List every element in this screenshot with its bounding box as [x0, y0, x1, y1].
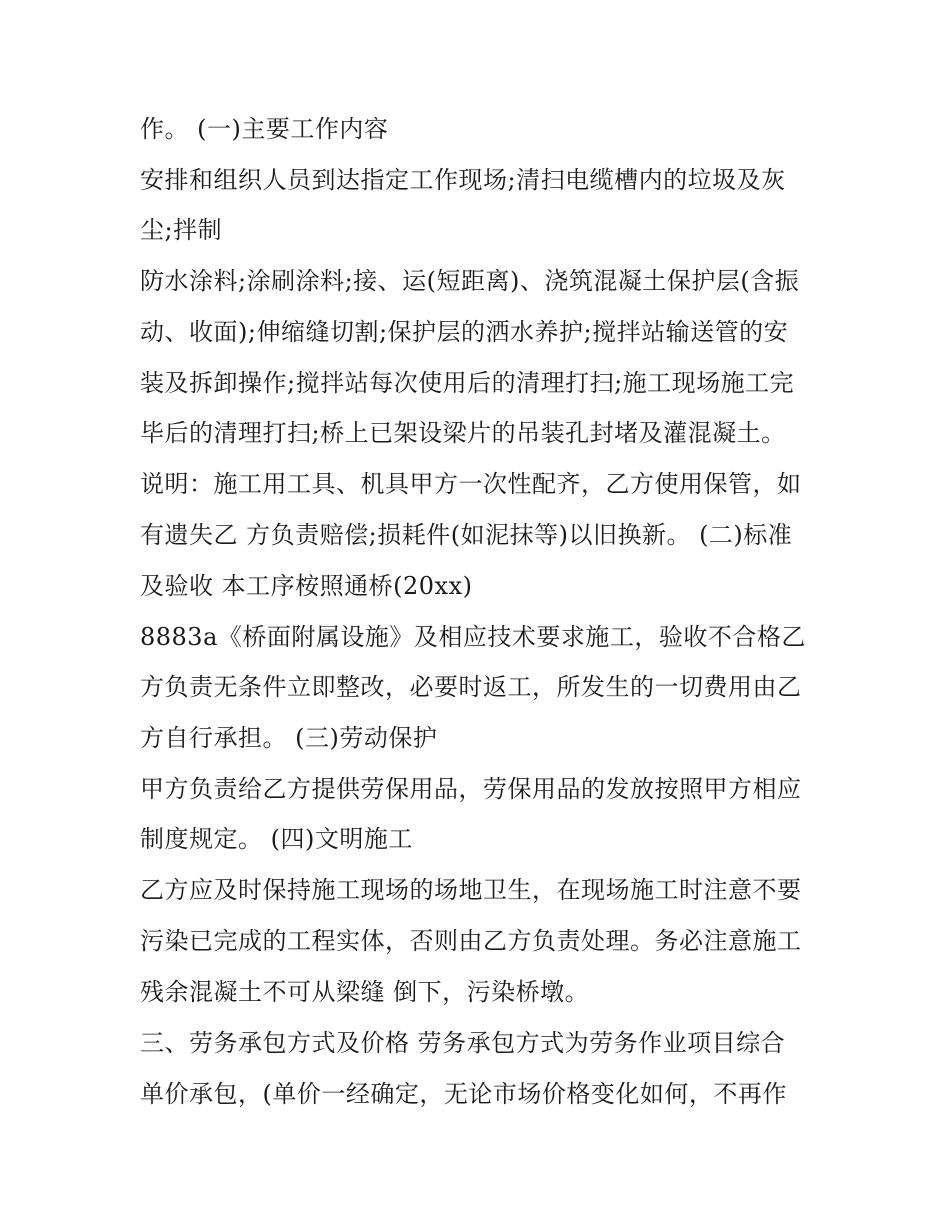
text-line: 单价承包，(单价一经确定，无论市场价格变化如何，不再作	[140, 1080, 787, 1108]
text-line: 尘;拌制	[140, 216, 223, 244]
text-line: 制度规定。 (四)文明施工	[140, 825, 413, 853]
text-line: 毕后的清理打扫;桥上已架设梁片的吊装孔封堵及灌混凝土。	[140, 419, 786, 447]
text-line: 防水涂料;涂刷涂料;接、运(短距离)、浇筑混凝土保护层(含振	[140, 267, 800, 295]
text-line: 方自行承担。 (三)劳动保护	[140, 724, 438, 752]
text-line: 说明：施工用工具、机具甲方一次性配齐，乙方使用保管，如	[140, 470, 802, 498]
text-line: 8883a《桥面附属设施》及相应技术要求施工，验收不合格乙	[140, 623, 806, 651]
text-line: 装及拆卸操作;搅拌站每次使用后的清理打扫;施工现场施工完	[140, 369, 795, 397]
text-line: 动、收面);伸缩缝切割;保护层的洒水养护;搅拌站输送管的安	[140, 318, 789, 346]
text-line: 三、劳务承包方式及价格 劳务承包方式为劳务作业项目综合	[140, 1029, 786, 1057]
text-line: 作。 (一)主要工作内容	[140, 115, 389, 143]
text-line: 方负责无条件立即整改，必要时返工，所发生的一切费用由乙	[140, 673, 802, 701]
text-line: 甲方负责给乙方提供劳保用品，劳保用品的发放按照甲方相应	[140, 775, 802, 803]
text-line: 残余混凝土不可从梁缝 倒下，污染桥墩。	[140, 978, 590, 1006]
text-line: 污染已完成的工程实体，否则由乙方负责处理。务必注意施工	[140, 927, 802, 955]
text-line: 安排和组织人员到达指定工作现场;清扫电缆槽内的垃圾及灰	[140, 166, 786, 194]
text-line: 及验收 本工序桉照通桥(20xx)	[140, 572, 473, 600]
text-line: 有遗失乙 方负责赔偿;损耗件(如泥抹等)以旧换新。 (二)标准	[140, 521, 793, 549]
text-line: 乙方应及时保持施工现场的场地卫生，在现场施工时注意不要	[140, 876, 802, 904]
